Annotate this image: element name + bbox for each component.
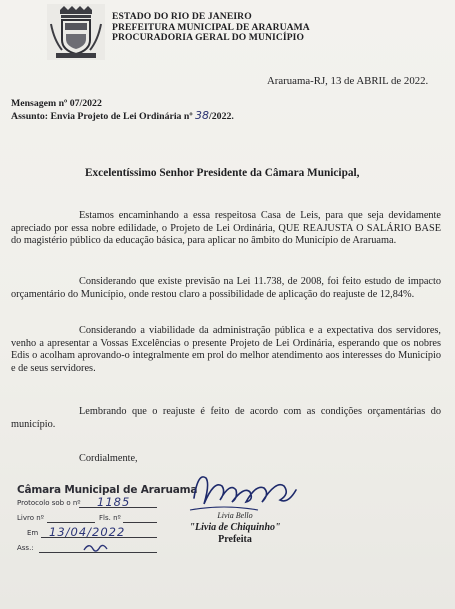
stamp-page-line xyxy=(123,522,157,523)
stamp-date-row xyxy=(17,526,177,541)
subject-prefix: Assunto: Envia Projeto de Lei Ordinária nº xyxy=(11,111,193,122)
message-number: Mensagem nº 07/2022 xyxy=(11,98,102,109)
stamp-book-row xyxy=(17,511,177,526)
subject-suffix: /2022. xyxy=(209,111,234,122)
signer-nickname: "Livia de Chiquinho" xyxy=(189,522,281,533)
protocol-stamp xyxy=(17,484,198,602)
stamp-date-value: 13/04/2022 xyxy=(49,525,126,539)
body-paragraph-4: Lembrando que o reajuste é feito de acordo com as condições orçamentárias do município. xyxy=(11,406,441,430)
stamp-page-label: Fls. nº xyxy=(99,514,121,522)
closing: Cordialmente, xyxy=(79,453,138,464)
letterhead xyxy=(112,12,310,44)
stamp-protocol-value: 1185 xyxy=(97,495,131,509)
letterhead-city-hall: PREFEITURA MUNICIPAL DE ARARUAMA xyxy=(112,21,310,33)
letterhead-state: ESTADO DO RIO DE JANEIRO xyxy=(112,11,252,22)
signer-role: Prefeita xyxy=(218,534,252,545)
stamp-book-line xyxy=(47,522,95,523)
stamp-protocol-label: Protocolo sob o nº xyxy=(17,499,81,507)
salutation: Excelentíssimo Senhor Presidente da Câmara Municipal, xyxy=(85,167,360,179)
stamp-title: Câmara Municipal de Araruama xyxy=(17,484,198,496)
coat-of-arms-icon xyxy=(47,4,105,60)
signer-name: Livia Bello xyxy=(217,511,253,520)
document-date: Araruama-RJ, 13 de ABRIL de 2022. xyxy=(267,75,429,87)
stamp-initials-icon xyxy=(81,541,111,555)
stamp-signature-label: Ass.: xyxy=(17,544,34,552)
body-paragraph-1: Estamos encaminhando a essa respeitosa Casa de Leis, para que seja devidamente apreciado por essa nobre edilidade, o Projeto de Lei Ordinária, QUE REAJUSTA O SALÁRIO BASE do magistério público da educação básica, para aplicar no âmbito do Município de Araruama. xyxy=(11,210,441,247)
body-paragraph-3: Considerando a viabilidade da administração pública e a expectativa dos servidores, venho a apresentar a Vossas Excelências o presente Projeto de Lei Ordinária, esperando que os nobres Edis o acolham aprovando-o integralmente em prol do melhor atendimento aos interesses do Município e de seus servidores. xyxy=(11,325,441,374)
stamp-protocol-row xyxy=(17,496,177,511)
stamp-date-label: Em xyxy=(27,529,39,537)
subject-handwritten-number: 38 xyxy=(195,109,210,122)
stamp-book-label: Livro nº xyxy=(17,514,44,522)
message-subject xyxy=(11,109,234,122)
letterhead-department: PROCURADORIA GERAL DO MUNICÍPIO xyxy=(112,32,305,43)
stamp-signature-row xyxy=(17,541,177,556)
signer-block xyxy=(160,510,310,546)
body-paragraph-2: Considerando que existe previsão na Lei 11.738, de 2008, foi feito estudo de impacto orçamentário do Município, onde restou claro a possibilidade de aplicação do reajuste de 12,84%. xyxy=(11,276,441,300)
